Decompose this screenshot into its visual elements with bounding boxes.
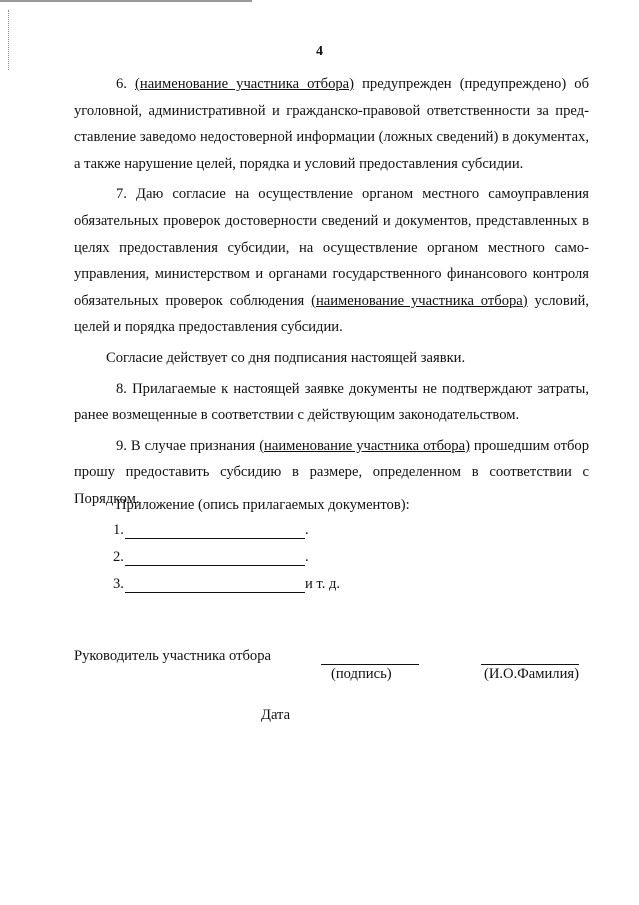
paragraph-7-lead: 7. Даю согласие на осуществление органом местного самоуправления обязательных проверок достоверности сведений и документов, представленных в целях предоставления субсидии, на осуществление органом местного самоуправления, министерством и органами государственного финансового контроля обязательных проверок соблюдения: [74, 186, 589, 309]
name-line[interactable]: [481, 664, 579, 665]
attachment-blank-field[interactable]: [125, 524, 305, 539]
attachment-suffix: и т. д.: [304, 576, 341, 592]
paragraph-8: 8. Прилагаемые к настоящей заявке документы не подтверждают затраты, ранее возмещенные в соответствии с действующим законодательством.: [74, 380, 589, 424]
attachment-blank-field[interactable]: [125, 551, 305, 566]
name-caption: (И.О.Фамилия): [484, 666, 579, 682]
signature-caption: (подпись): [331, 666, 392, 682]
paragraph-6-text: предупрежден (предупреждено) об уголовной, административной и гражданско-правовой ответственности за представление заведомо недостоверной информации (ложных сведений) в документах, а также нарушение целей, порядка и условий предоставления субсидии.: [74, 76, 590, 172]
participant-name-placeholder: (наименование участника отбора): [259, 437, 470, 454]
paragraph-9-lead: 9. В случае признания: [116, 437, 260, 454]
scan-edge-left: [8, 10, 11, 70]
paragraph-7: [74, 181, 589, 341]
page-number: 4: [316, 44, 323, 59]
signature-label: Руководитель участника отбора: [74, 648, 271, 664]
paragraph-7-text: условий, целей и порядка предоставления субсидии.: [74, 292, 589, 336]
participant-name-placeholder: (наименование участника отбора): [311, 292, 528, 309]
attachment-line-1: [113, 522, 309, 539]
attachment-suffix: .: [304, 549, 309, 565]
attachment-line-2: [113, 549, 309, 566]
paragraph-6: [74, 71, 589, 177]
paragraph-6-lead: 6.: [116, 76, 136, 92]
attachment-number: 3.: [113, 576, 124, 592]
paragraph-9-text: прошедшим отбор прошу предоставить субсидию в размере, определенном в соответствии с Порядком.: [74, 437, 589, 507]
scan-edge-top: [0, 0, 252, 2]
attachments-title: Приложение (опись прилагаемых документов):: [116, 497, 410, 513]
attachment-line-3: [113, 576, 340, 593]
attachment-blank-field[interactable]: [125, 578, 305, 593]
attachment-number: 2.: [113, 549, 124, 565]
signature-line[interactable]: [321, 664, 419, 665]
attachment-suffix: .: [304, 522, 309, 538]
date-label: Дата: [261, 707, 291, 723]
attachment-number: 1.: [113, 522, 124, 538]
document-body: [74, 71, 589, 517]
consent-note: Согласие действует со дня подписания настоящей заявки.: [106, 349, 466, 366]
participant-name-placeholder: (наименование участника отбора): [135, 76, 355, 92]
